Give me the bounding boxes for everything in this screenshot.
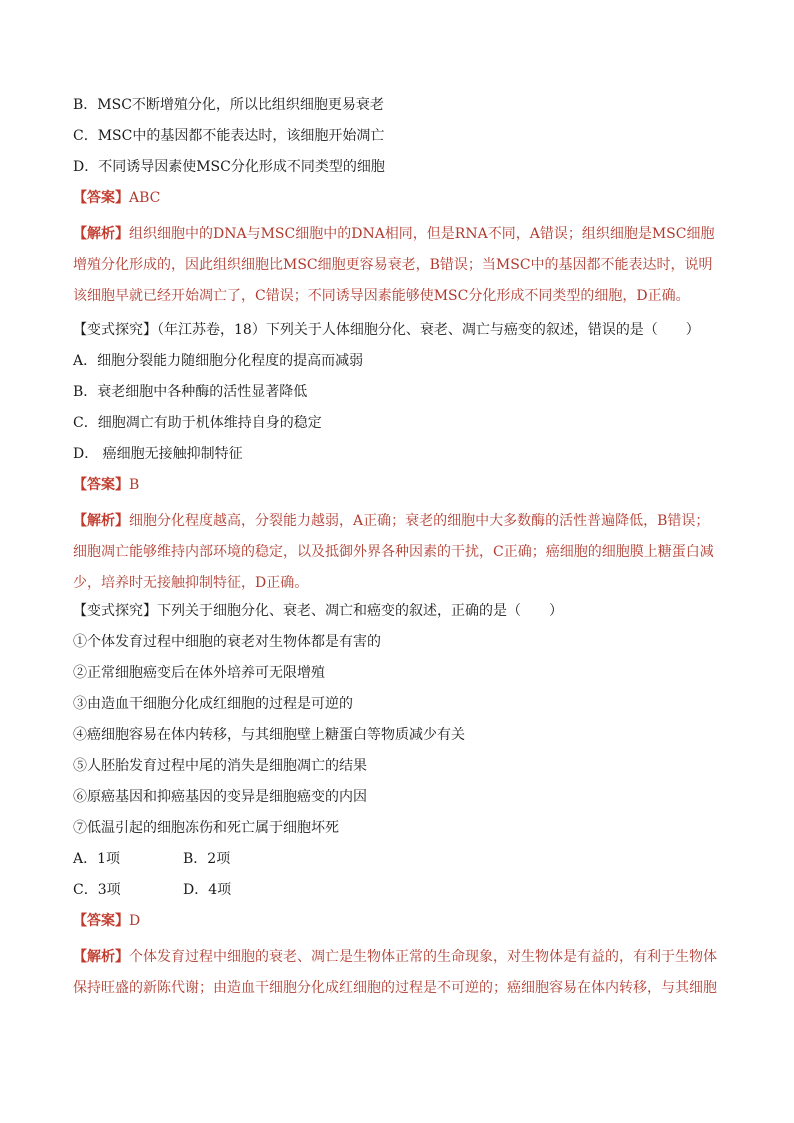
answer-value: B: [129, 477, 140, 493]
q1-option-d: D．不同诱导因素使MSC分化形成不同类型的细胞: [73, 159, 385, 175]
answer-label: 【答案】: [73, 913, 129, 929]
q3-choices-row-1: [73, 849, 723, 869]
q3-stem: [73, 601, 723, 621]
q2-answer: [73, 475, 723, 495]
q2-option-a: A．细胞分裂能力随细胞分化程度的提高而减弱: [73, 353, 364, 369]
q3-choice-b: B．2项: [183, 851, 231, 867]
q3-choice-a: A．1项: [73, 851, 121, 867]
q3-answer: [73, 911, 723, 931]
q3-stem-text: 下列关于细胞分化、衰老、凋亡和癌变的叙述，正确的是（ ）: [157, 603, 563, 619]
q2-option-c: C．细胞凋亡有助于机体维持自身的稳定: [73, 415, 322, 431]
q3-statement: ③由造血干细胞分化成红细胞的过程是可逆的: [73, 696, 353, 712]
q2-analysis: [73, 506, 723, 599]
answer-label: 【答案】: [73, 477, 129, 493]
q3-choice-d: D．4项: [183, 882, 232, 898]
q2-stem: [73, 320, 723, 340]
q1-option-b: B．MSC不断增殖分化，所以比组织细胞更易衰老: [73, 97, 384, 113]
document-page: [73, 95, 723, 1004]
analysis-text: 细胞分化程度越高，分裂能力越弱，A正确；衰老的细胞中大多数酶的活性普遍降低，B错误；细胞凋亡能够维持内部环境的稳定，以及抵御外界各种因素的干扰，C正确；癌细胞的细胞膜上糖蛋白减少，培养时无接触抑制特征，D正确。: [73, 513, 714, 591]
q2-stem-text: （年江苏卷，18）下列关于人体细胞分化、衰老、凋亡与癌变的叙述，错误的是（ ）: [157, 322, 700, 338]
q3-statement: ⑥原癌基因和抑癌基因的变异是细胞癌变的内因: [73, 789, 367, 805]
analysis-text: 组织细胞中的DNA与MSC细胞中的DNA相同，但是RNA不同，A错误；组织细胞是MSC细胞增殖分化形成的，因此组织细胞比MSC细胞更容易衰老，B错误；当MSC中的基因都不能表达时，说明该细胞早就已经开始凋亡了，C错误；不同诱导因素能够使MSC分化形成不同类型的细胞，D正确。: [73, 226, 715, 304]
answer-value: D: [129, 913, 141, 929]
q3-statement: ②正常细胞癌变后在体外培养可无限增殖: [73, 665, 325, 681]
q1-answer: [73, 188, 723, 208]
q3-analysis: [73, 942, 723, 1004]
q1-analysis: [73, 219, 723, 312]
answer-label: 【答案】: [73, 190, 129, 206]
q1-option-c: C．MSC中的基因都不能表达时，该细胞开始凋亡: [73, 128, 385, 144]
answer-value: ABC: [129, 190, 161, 206]
q3-statement: ⑤人胚胎发育过程中尾的消失是细胞凋亡的结果: [73, 758, 367, 774]
q3-choice-c: C．3项: [73, 882, 121, 898]
q3-statement: ⑦低温引起的细胞冻伤和死亡属于细胞坏死: [73, 820, 339, 836]
analysis-label: 【解析】: [73, 226, 129, 242]
q2-option-b: B．衰老细胞中各种酶的活性显著降低: [73, 384, 308, 400]
q3-statement: ④癌细胞容易在体内转移，与其细胞壁上糖蛋白等物质减少有关: [73, 727, 465, 743]
q2-option-d: D． 癌细胞无接触抑制特征: [73, 446, 243, 462]
q3-statement: ①个体发育过程中细胞的衰老对生物体都是有害的: [73, 634, 381, 650]
analysis-label: 【解析】: [73, 949, 129, 965]
analysis-label: 【解析】: [73, 513, 129, 529]
variant-label: 【变式探究】: [73, 322, 157, 338]
variant-label: 【变式探究】: [73, 603, 157, 619]
analysis-text: 个体发育过程中细胞的衰老、凋亡是生物体正常的生命现象，对生物体是有益的，有利于生物体保持旺盛的新陈代谢；由造血干细胞分化成红细胞的过程是不可逆的；癌细胞容易在体内转移，与其细胞: [73, 949, 717, 996]
q3-choices-row-2: [73, 880, 723, 900]
